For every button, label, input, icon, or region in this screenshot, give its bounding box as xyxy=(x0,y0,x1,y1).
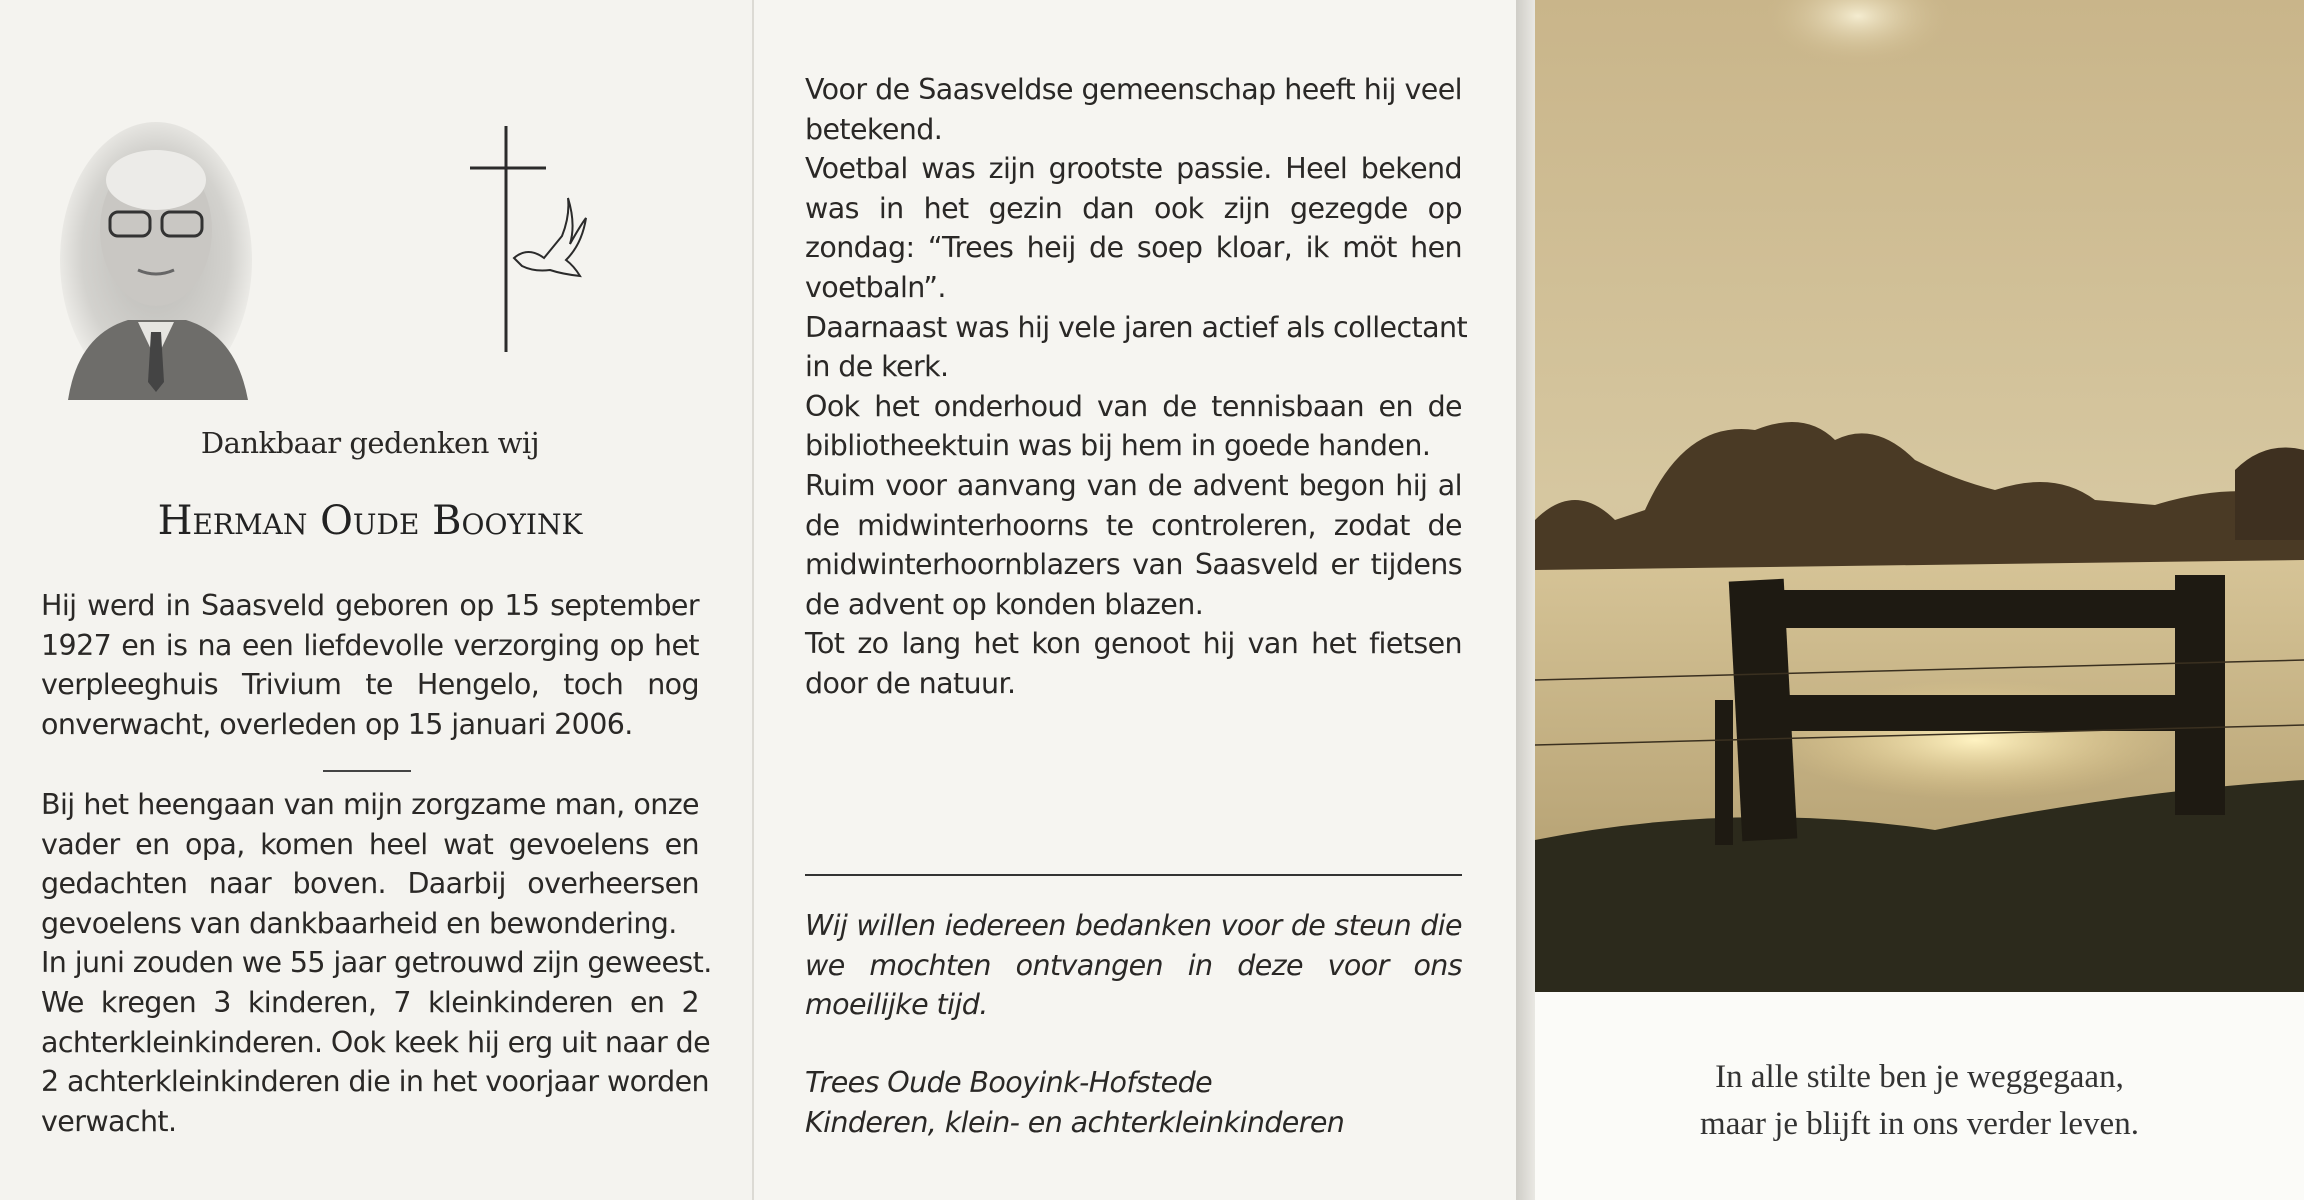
left-panel xyxy=(0,0,754,1200)
text-line: Wij willen iedereen bedanken voor de steun die xyxy=(805,909,1462,942)
divider xyxy=(323,770,411,772)
text-line: achterkleinkinderen. Ook keek hij erg uit naar de xyxy=(41,1025,711,1059)
right-panel xyxy=(1535,0,2304,1200)
text-line: in de kerk. xyxy=(805,350,949,384)
portrait-photo xyxy=(58,120,254,400)
caption-line: maar je blijft in ons verder leven. xyxy=(1700,1106,2139,1142)
text-line: onverwacht, overleden op 15 januari 2006. xyxy=(41,707,633,741)
text-line: In juni zouden we 55 jaar getrouwd zijn geweest. xyxy=(41,946,712,980)
text-line: 1927 en is na een liefdevolle verzorging op het xyxy=(41,628,699,662)
text-line: gedachten naar boven. Daarbij overheersen xyxy=(41,867,699,901)
divider xyxy=(805,874,1462,876)
text-line: Bij het heengaan van mijn zorgzame man, onze xyxy=(41,788,699,821)
caption-line: In alle stilte ben je weggegaan, xyxy=(1715,1059,2124,1095)
text-line: midwinterhoornblazers van Saasveld er tijdens xyxy=(805,548,1462,582)
card-fold xyxy=(1516,0,1535,1200)
text-line: Daarnaast was hij vele jaren actief als collectant xyxy=(805,310,1468,344)
text-line: 2 achterkleinkinderen die in het voorjaar worden xyxy=(41,1065,710,1099)
thanks-text xyxy=(805,906,1462,1025)
text-line: bibliotheektuin was bij hem in goede handen. xyxy=(805,429,1431,463)
intro-text: Dankbaar gedenken wij xyxy=(200,426,540,460)
text-line: door de natuur. xyxy=(805,666,1016,700)
text-line: We kregen 3 kinderen, 7 kleinkinderen en 2 xyxy=(41,985,699,1019)
text-line: Ruim voor aanvang van de advent begon hij al xyxy=(805,468,1462,502)
signature-text xyxy=(805,1063,1462,1142)
biography-text xyxy=(41,586,699,744)
text-line: Hij werd in Saasveld geboren op 15 september xyxy=(41,589,699,622)
text-line: Ook het onderhoud van de tennisbaan en de xyxy=(805,389,1462,423)
cross-with-dove-icon xyxy=(466,126,592,352)
text-line: Voetbal was zijn grootste passie. Heel bekend xyxy=(805,152,1462,186)
deceased-name: Herman Oude Booyink xyxy=(157,498,583,544)
text-line: de advent op konden blazen. xyxy=(805,587,1204,621)
text-line: Kinderen, klein- en achterkleinkinderen xyxy=(805,1105,1345,1139)
text-line: was in het gezin dan ook zijn gezegde op xyxy=(805,191,1462,225)
text-line: zondag: “Trees heij de soep kloar, ik möt hen xyxy=(805,231,1462,265)
text-line: moeilijke tijd. xyxy=(805,988,988,1022)
text-line: Trees Oude Booyink-Hofstede xyxy=(805,1066,1213,1099)
text-line: we mochten ontvangen in deze voor ons xyxy=(805,948,1462,982)
text-line: verwacht. xyxy=(41,1104,177,1138)
middle-panel xyxy=(754,0,1516,1200)
text-line: Voor de Saasveldse gemeenschap heeft hij veel xyxy=(805,73,1462,106)
text-line: de midwinterhoorns te controleren, zodat de xyxy=(805,508,1462,542)
text-line: voetbaln”. xyxy=(805,270,946,304)
life-text xyxy=(805,70,1468,704)
text-line: gevoelens van dankbaarheid en bewondering. xyxy=(41,906,677,940)
text-line: verpleeghuis Trivium te Hengelo, toch nog xyxy=(41,668,699,702)
poem-caption xyxy=(1535,1054,2304,1148)
sunset-flooded-meadow-gate-photo xyxy=(1535,0,2304,992)
text-line: Tot zo lang het kon genoot hij van het fietsen xyxy=(805,627,1462,661)
text-line: betekend. xyxy=(805,112,943,146)
text-line: vader en opa, komen heel wat gevoelens en xyxy=(41,827,699,861)
family-text xyxy=(41,785,712,1141)
